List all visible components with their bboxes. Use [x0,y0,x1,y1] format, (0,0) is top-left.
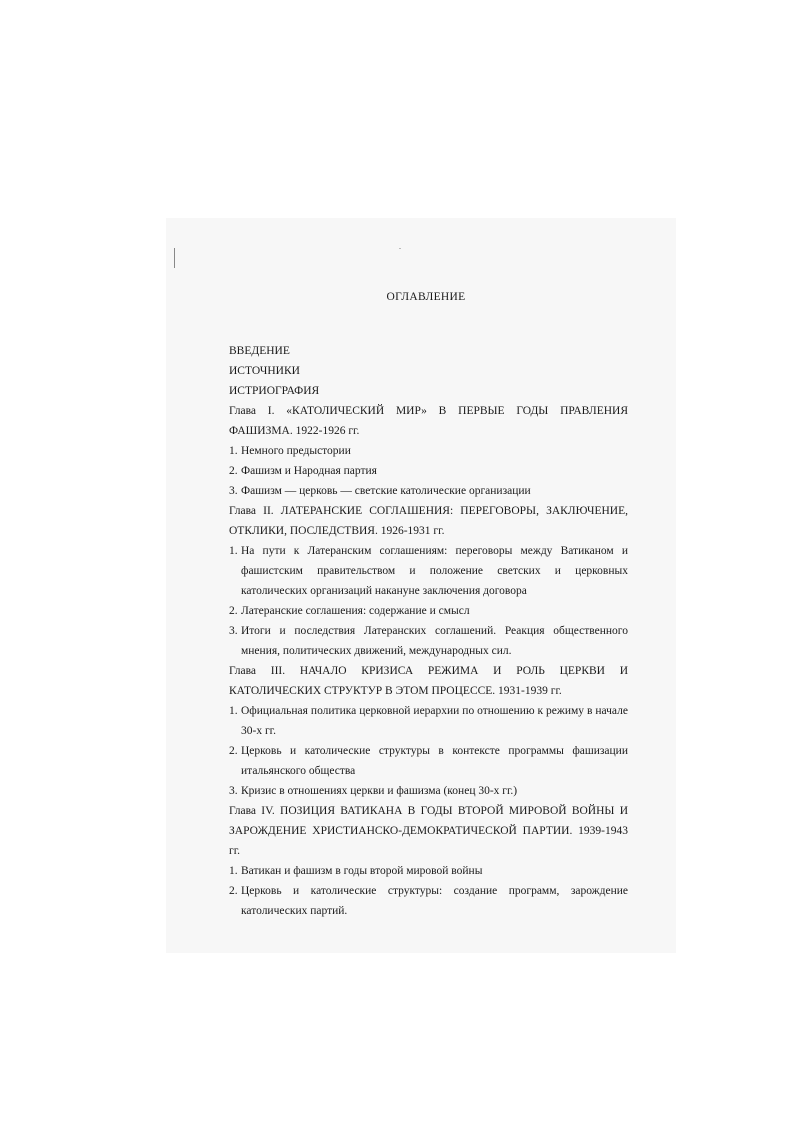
toc-subitem [229,441,628,461]
toc-subitem [229,481,628,501]
item-text: Официальная политика церковной иерархии по отношению к режиму в начале 30-х гг. [241,705,628,737]
item-text: На пути к Латеранским соглашениям: переговоры между Ватиканом и фашистским правительством и положение светских и церковных католических организаций накануне заключения договора [241,545,628,597]
item-number: 3. [229,485,238,497]
chapter-heading: Глава II. ЛАТЕРАНСКИЕ СОГЛАШЕНИЯ: ПЕРЕГОВОРЫ, ЗАКЛЮЧЕНИЕ, ОТКЛИКИ, ПОСЛЕДСТВИЯ. 1926-1931 гг. [229,505,628,537]
item-number: 3. [229,625,238,637]
toc-subitem [229,881,628,921]
item-text: Церковь и католические структуры: создание программ, зарождение католических партий. [241,885,628,917]
item-number: 1. [229,865,238,877]
item-number: 3. [229,785,238,797]
toc-subitem [229,541,628,601]
item-number: 1. [229,705,238,717]
item-text: Кризис в отношениях церкви и фашизма (конец 30-х гг.) [241,785,518,797]
toc-entry-historiography: ИСТРИОГРАФИЯ [229,385,320,397]
toc-subitem [229,621,628,661]
item-number: 2. [229,605,238,617]
toc-subitem [229,861,628,881]
item-text: Фашизм — церковь — светские католические организации [241,485,531,497]
toc-subitem [229,701,628,741]
item-number: 2. [229,465,238,477]
item-text: Церковь и католические структуры в контексте программы фашизации итальянского общества [241,745,628,777]
toc-subitem [229,781,628,801]
item-number: 1. [229,545,238,557]
toc-subitem [229,601,628,621]
chapter-heading: Глава IV. ПОЗИЦИЯ ВАТИКАНА В ГОДЫ ВТОРОЙ МИРОВОЙ ВОЙНЫ И ЗАРОЖДЕНИЕ ХРИСТИАНСКО-ДЕМОКРАТИЧЕСКОЙ ПАРТИИ. 1939-1943 гг. [229,805,628,857]
toc-entry-introduction: ВВЕДЕНИЕ [229,345,290,357]
item-text: Итоги и последствия Латеранских соглашений. Реакция общественного мнения, политических движений, международных сил. [241,625,628,657]
item-number: 1. [229,445,238,457]
table-of-contents [229,341,628,921]
page-title: ОГЛАВЛЕНИЕ [386,291,466,303]
item-text: Латеранские соглашения: содержание и смысл [241,605,470,617]
chapter-heading: Глава III. НАЧАЛО КРИЗИСА РЕЖИМА И РОЛЬ ЦЕРКВИ И КАТОЛИЧЕСКИХ СТРУКТУР В ЭТОМ ПРОЦЕССЕ. 1931-1939 гг. [229,665,628,697]
chapter-heading: Глава I. «КАТОЛИЧЕСКИЙ МИР» В ПЕРВЫЕ ГОДЫ ПРАВЛЕНИЯ ФАШИЗМА. 1922-1926 гг. [229,405,628,437]
toc-subitem [229,461,628,481]
item-text: Немного предыстории [241,445,351,457]
item-number: 2. [229,745,238,757]
item-number: 2. [229,885,238,897]
item-text: Фашизм и Народная партия [241,465,377,477]
toc-subitem [229,741,628,781]
item-text: Ватикан и фашизм в годы второй мировой войны [241,865,483,877]
toc-entry-sources: ИСТОЧНИКИ [229,365,300,377]
